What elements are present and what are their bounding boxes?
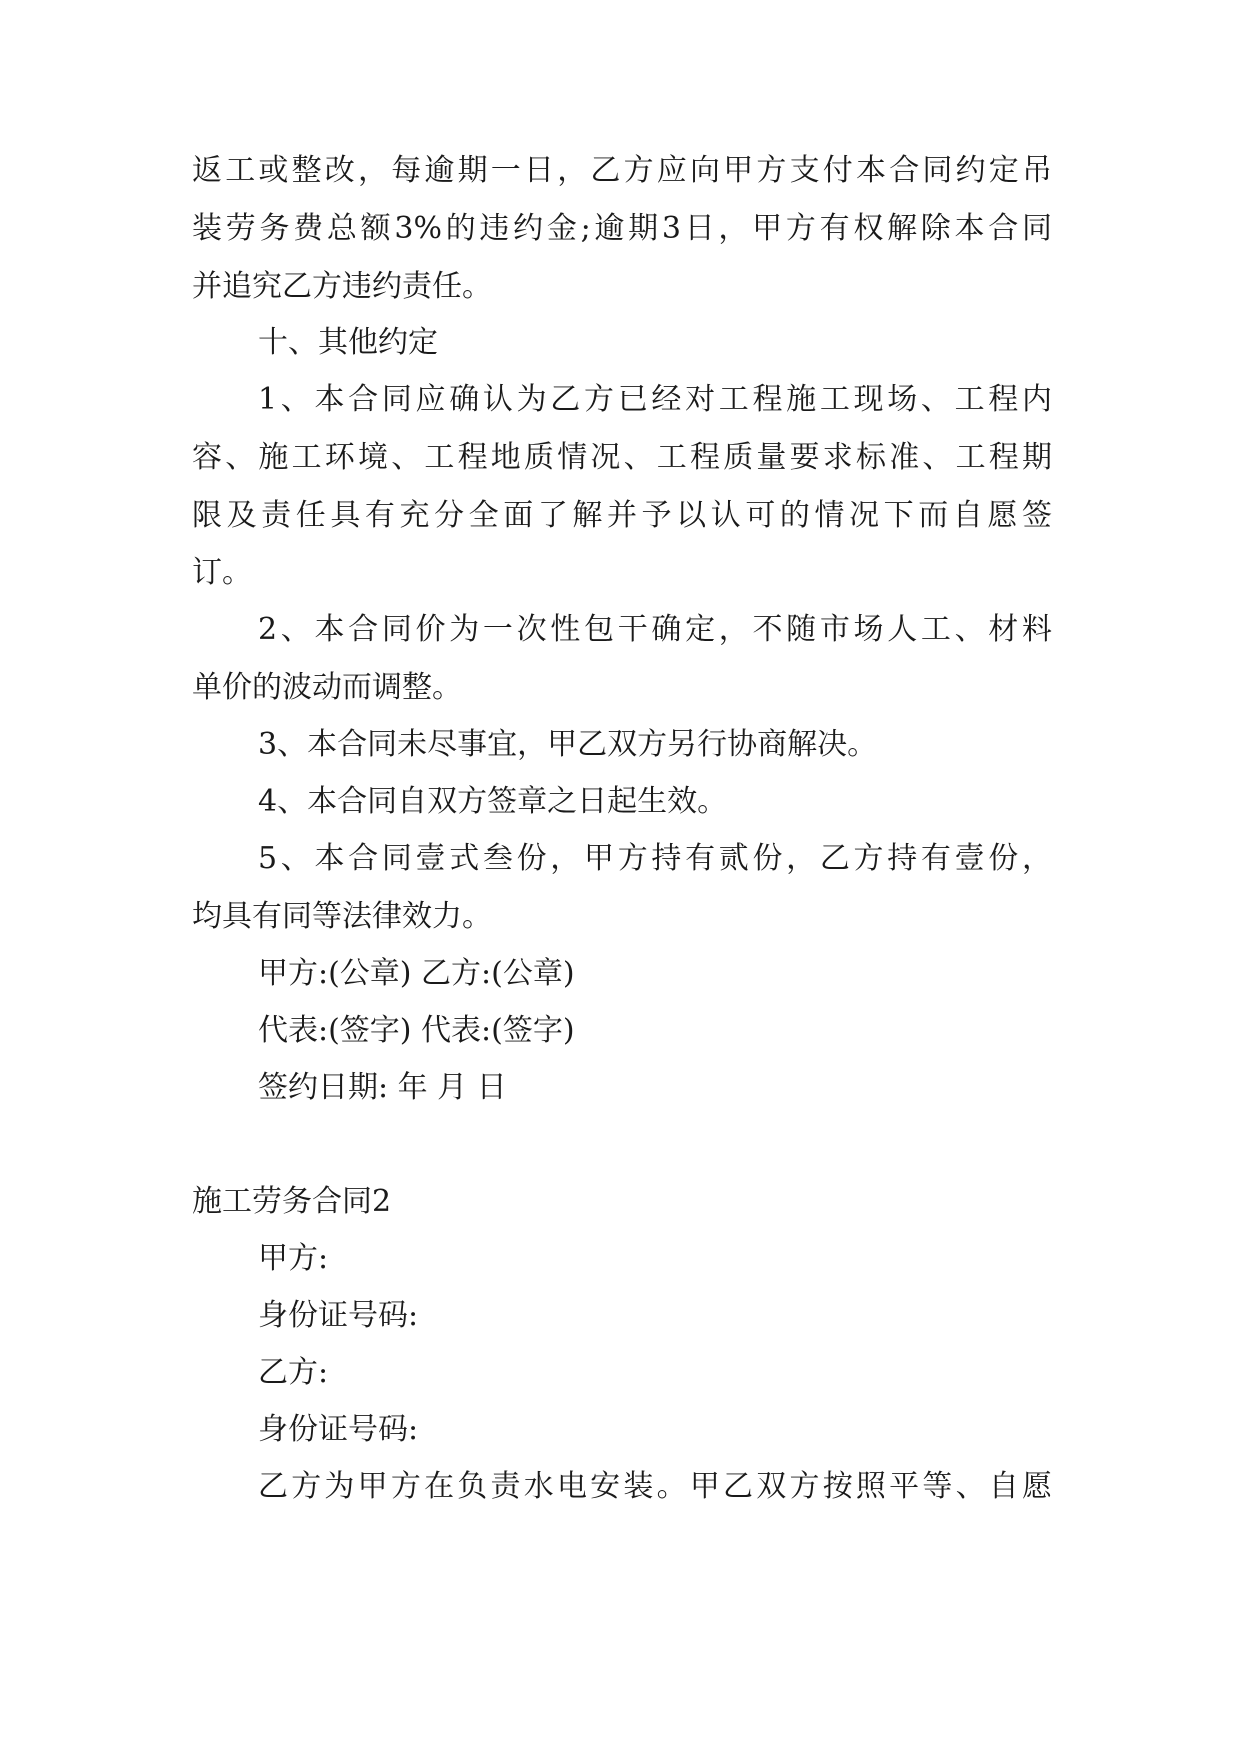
paragraph-line: 4、本合同自双方签章之日起生效。 (258, 784, 728, 819)
signature-line: 甲方:(公章) 乙方:(公章) (258, 956, 575, 991)
party-a-line: 甲方: (258, 1241, 329, 1276)
paragraph-line: 并追究乙方违约责任。 (192, 269, 492, 304)
paragraph-line: 返工或整改，每逾期一日，乙方应向甲方支付本合同约定吊 (192, 153, 1052, 188)
paragraph-line: 容、施工环境、工程地质情况、工程质量要求标准、工程期 (192, 440, 1052, 475)
section-heading: 十、其他约定 (258, 325, 438, 360)
paragraph-line: 限及责任具有充分全面了解并予以认可的情况下而自愿签 (192, 498, 1052, 533)
paragraph-line: 均具有同等法律效力。 (192, 899, 492, 934)
signature-line: 代表:(签字) 代表:(签字) (258, 1013, 575, 1048)
contract-title: 施工劳务合同2 (192, 1184, 392, 1219)
party-b-line: 乙方: (258, 1355, 329, 1390)
id-number-line: 身份证号码: (258, 1298, 419, 1333)
paragraph-line: 单价的波动而调整。 (192, 670, 462, 705)
id-number-line: 身份证号码: (258, 1412, 419, 1447)
paragraph-line: 乙方为甲方在负责水电安装。甲乙双方按照平等、自愿 (258, 1469, 1052, 1504)
paragraph-line: 订。 (192, 555, 252, 590)
paragraph-line: 5、本合同壹式叁份，甲方持有贰份，乙方持有壹份， (258, 841, 1052, 876)
paragraph-line: 1、本合同应确认为乙方已经对工程施工现场、工程内 (258, 382, 1052, 417)
paragraph-line: 2、本合同价为一次性包干确定，不随市场人工、材料 (258, 612, 1052, 647)
paragraph-line: 3、本合同未尽事宜，甲乙双方另行协商解决。 (258, 727, 878, 762)
paragraph-line: 装劳务费总额3%的违约金;逾期3日，甲方有权解除本合同 (192, 211, 1052, 246)
signing-date-line: 签约日期: 年 月 日 (258, 1070, 507, 1105)
